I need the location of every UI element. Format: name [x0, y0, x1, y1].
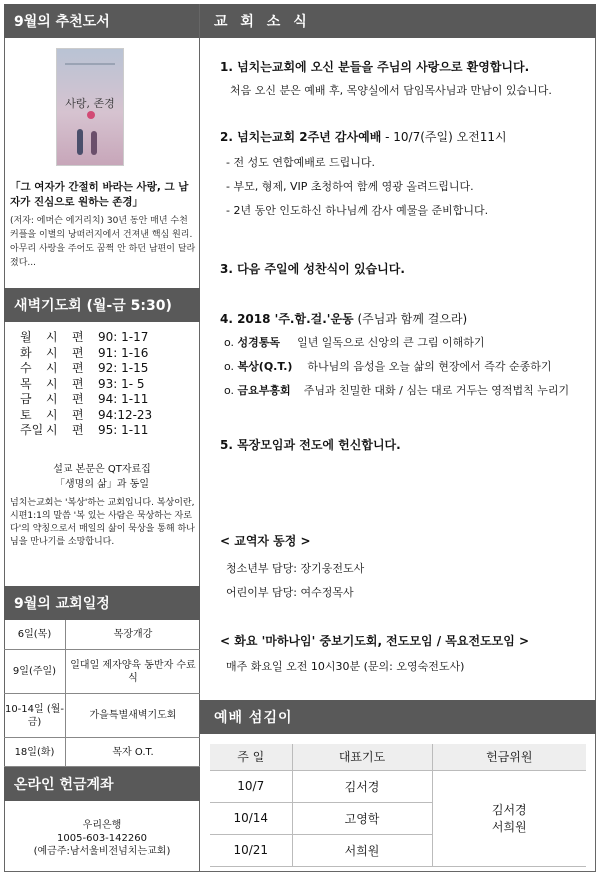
prayer-book-si: 시	[46, 407, 58, 422]
prayer-book-si: 시	[46, 423, 58, 437]
news-item-1-title: 1. 넘치는교회에 오신 분들을 주님의 사랑으로 환영합니다.	[220, 60, 530, 74]
prayer-book-pyeon: 편	[72, 376, 84, 391]
prayer-row	[20, 408, 196, 424]
prayer-day: 목	[20, 376, 32, 391]
prayer-book-pyeon: 편	[72, 345, 84, 360]
news-item-4-title: 4. 2018 '주.함.걸.'운동	[220, 312, 354, 326]
schedule-date: 9일(주일)	[4, 650, 66, 693]
serve-table-header-row	[210, 744, 586, 770]
tuesday-meeting-title: < 화요 '마하나임' 중보기도회, 전도모임 / 목요전도모임 >	[220, 634, 530, 648]
ministers-title: < 교역자 동정 >	[220, 534, 311, 548]
prayer-header: 새벽기도회 (월-금 5:30)	[4, 288, 200, 322]
schedule-date: 6일(목)	[4, 620, 66, 649]
prayer-row	[20, 330, 196, 346]
tuesday-meeting-line: 매주 화요일 오전 10시30분 (문의: 오영숙전도사)	[226, 660, 465, 673]
prayer-row	[20, 423, 196, 439]
serve-prayer: 서희원	[292, 834, 432, 866]
serve-date: 10/14	[210, 802, 292, 834]
offering-name-1: 김서경	[491, 803, 527, 817]
prayer-book-si: 시	[46, 345, 58, 360]
news-item-2-title-row	[220, 128, 507, 145]
news-item-4-sub: (주님과 함께 걸으라)	[353, 312, 468, 326]
prayer-verse: 94:12-23	[98, 407, 153, 422]
schedule-date: 10-14일 (월-금)	[4, 694, 66, 737]
prayer-row	[20, 361, 196, 377]
news-item-2-when: - 10/7(주일) 오전11시	[381, 130, 507, 144]
col-sunday: 주 일	[210, 744, 292, 770]
prayer-verse: 95: 1-11	[98, 423, 149, 437]
campaign-bullet: o.	[224, 336, 235, 349]
book-cover-title: 사랑, 존경	[65, 97, 115, 110]
prayer-book-si: 시	[46, 361, 58, 375]
prayer-day: 화	[20, 345, 32, 360]
news-item-4-title-row	[220, 310, 467, 327]
prayer-row	[20, 392, 196, 408]
prayer-verse: 94: 1-11	[98, 392, 149, 406]
campaign-bullet: o.	[224, 360, 235, 373]
book-description: (저자: 에머슨 에거리치) 30년 동안 매년 수천 커플을 이별의 낭떠러지에서 건져낸 핵심 원리. 아무리 사랑을 주어도 꿈쩍 안 하던 남편이 달라졌다...	[10, 216, 196, 268]
campaign-item	[224, 358, 552, 374]
account-number: 1005-603-142260	[57, 833, 147, 844]
campaign-name: 복상(Q.T.)	[237, 360, 293, 373]
news-item-2-line-1: - 전 성도 연합예배로 드립니다.	[226, 156, 375, 169]
minister-line-2: 어린이부 담당: 여수정목사	[226, 586, 354, 599]
news-item-2-line-3: - 2년 동안 인도하신 하나님께 감사 예물을 준비합니다.	[226, 204, 489, 217]
news-header: 교 회 소 식	[200, 4, 596, 38]
campaign-item	[224, 382, 569, 398]
serve-prayer: 고영학	[292, 802, 432, 834]
book-cover-image	[56, 48, 124, 166]
prayer-book-pyeon: 편	[72, 361, 84, 375]
news-item-3-title: 3. 다음 주일에 성찬식이 있습니다.	[220, 262, 405, 276]
schedule-event: 목자 O.T.	[112, 746, 154, 758]
prayer-day: 토	[20, 407, 32, 422]
campaign-item	[224, 334, 485, 350]
schedule-event: 가을특별새벽기도회	[89, 710, 177, 721]
campaign-bullet: o.	[224, 384, 235, 397]
serve-date: 10/7	[210, 770, 292, 802]
cover-figure-woman	[91, 131, 97, 155]
book-section	[4, 38, 200, 288]
prayer-book-pyeon: 편	[72, 407, 84, 422]
prayer-day: 수	[20, 361, 32, 375]
serve-date: 10/21	[210, 834, 292, 866]
prayer-day: 월	[20, 330, 32, 344]
schedule-row	[4, 694, 200, 738]
offering-name-2: 서희원	[491, 820, 527, 834]
prayer-book-si: 시	[46, 376, 58, 391]
col-offering: 헌금위원	[432, 744, 586, 770]
schedule-row	[4, 650, 200, 694]
prayer-list	[20, 330, 196, 439]
cover-line	[65, 63, 115, 65]
minister-line-1: 청소년부 담당: 장기웅전도사	[226, 562, 365, 575]
campaign-name: 금요부흥회	[237, 384, 291, 397]
news-item-2-title: 2. 넘치는교회 2주년 감사예배	[220, 130, 382, 144]
prayer-book-si: 시	[46, 392, 58, 406]
news-item-2-line-2: - 부모, 형제, VIP 초청하여 함께 영광 올려드립니다.	[226, 180, 474, 193]
prayer-book-si: 시	[46, 330, 58, 344]
bank-name: 우리은행	[82, 820, 122, 831]
schedule-date: 18일(화)	[4, 738, 66, 766]
sermon-note	[4, 462, 200, 492]
prayer-row	[20, 377, 196, 393]
sermon-line-2: 「생명의 삶」과 동일	[55, 479, 149, 490]
cover-figure-man	[77, 129, 83, 155]
serve-header: 예배 섬김이	[200, 700, 596, 734]
book-header: 9월의 추천도서	[4, 4, 199, 38]
right-column	[200, 4, 596, 872]
serve-table-row	[210, 770, 586, 802]
serve-prayer: 김서경	[292, 770, 432, 802]
news-item-5-title: 5. 목장모임과 전도에 헌신합니다.	[220, 438, 401, 452]
prayer-day: 주일	[20, 423, 44, 437]
schedule-table	[4, 620, 200, 767]
account-holder: (예금주:남서울비전넘치는교회)	[33, 846, 171, 857]
campaign-text: 하나님의 음성을 오늘 삶의 현장에서 즉각 순종하기	[307, 360, 552, 373]
prayer-day: 금	[20, 392, 32, 406]
campaign-text: 주님과 친밀한 대화 / 심는 대로 거두는 영적법칙 누리기	[303, 384, 570, 397]
news-item-1-line: 처음 오신 분은 예배 후, 목양실에서 담임목사님과 만남이 있습니다.	[230, 84, 552, 97]
online-offering-header: 온라인 헌금계좌	[4, 767, 200, 801]
schedule-header: 9월의 교회일정	[4, 586, 200, 620]
schedule-row	[4, 738, 200, 767]
prayer-book-pyeon: 편	[72, 392, 84, 406]
campaign-text: 일년 일독으로 신앙의 큰 그림 이해하기	[297, 336, 485, 349]
schedule-event: 목장개강	[113, 629, 153, 640]
online-offering-info	[4, 819, 200, 858]
prayer-book-pyeon: 편	[72, 330, 84, 344]
schedule-event: 일대일 제자양육 동반자 수료식	[70, 659, 196, 684]
prayer-verse: 93: 1- 5	[98, 376, 145, 391]
prayer-description: 넘치는교회는 '복상'하는 교회입니다. 복상이란, 시편1:1의 말씀 '복 있는 사람은 묵상하는 자로다'의 약칭으로서 매일의 삶이 묵상을 통해 하나님을 만나기를 소망합니다.	[10, 498, 195, 547]
prayer-verse: 92: 1-15	[98, 361, 149, 375]
prayer-row	[20, 346, 196, 362]
prayer-verse: 91: 1-16	[98, 345, 149, 360]
book-tagline: 「그 여자가 간절히 바라는 사랑, 그 남자가 진심으로 원하는 존경」	[10, 181, 189, 208]
serve-offering	[432, 770, 586, 866]
col-prayer: 대표기도	[292, 744, 432, 770]
schedule-row	[4, 620, 200, 650]
serve-table	[210, 744, 586, 867]
prayer-verse: 90: 1-17	[98, 330, 149, 344]
cover-badge	[87, 111, 95, 119]
campaign-name: 성경통독	[237, 336, 281, 349]
prayer-book-pyeon: 편	[72, 423, 84, 437]
sermon-line-1: 설교 본문은 QT자료집	[53, 464, 151, 475]
left-column	[4, 4, 200, 872]
